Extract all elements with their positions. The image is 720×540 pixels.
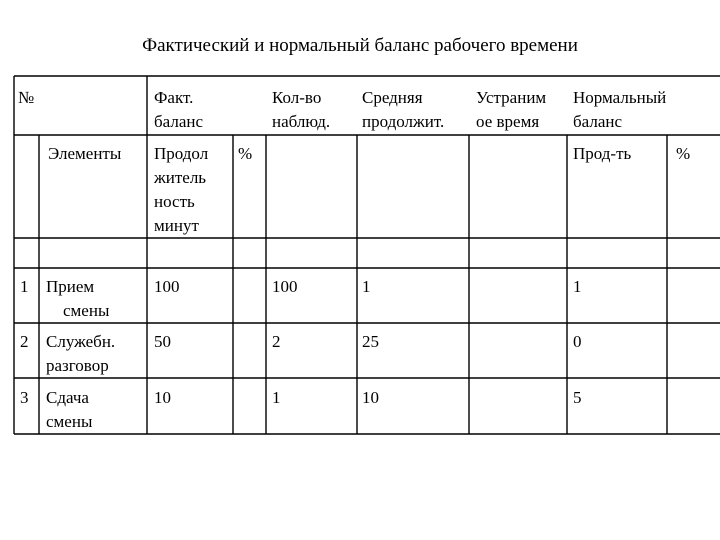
row-2-productivity: 0: [573, 332, 582, 351]
row-3-number: 3: [20, 388, 29, 407]
header-removable-time: Устраним ое время: [476, 88, 547, 131]
row-2-observations: 2: [272, 332, 281, 351]
row-2-duration: 50: [154, 332, 171, 351]
header-number: №: [18, 88, 35, 107]
row-1-avg: 1: [362, 277, 371, 296]
row-1-productivity: 1: [573, 277, 582, 296]
row-1-element: Прием смены: [46, 277, 110, 320]
row-3-productivity: 5: [573, 388, 582, 407]
row-2-avg: 25: [362, 332, 379, 351]
row-1-duration: 100: [154, 277, 180, 296]
row-2-number: 2: [20, 332, 29, 351]
row-3-duration: 10: [154, 388, 171, 407]
header-avg-duration: Средняя продолжит.: [362, 88, 445, 131]
row-1-number: 1: [20, 277, 29, 296]
row-1-observations: 100: [272, 277, 298, 296]
header-normal-balance: Нормальный баланс: [573, 88, 667, 131]
row-2-element: Служебн. разговор: [46, 332, 116, 375]
header-percent-normal: %: [676, 144, 691, 163]
header-duration-minutes: Продол житель ность минут: [154, 144, 209, 235]
page-title: Фактический и нормальный баланс рабочего времени: [142, 35, 578, 56]
row-3-observations: 1: [272, 388, 281, 407]
header-productivity: Прод-ть: [573, 144, 632, 163]
header-observations: Кол-во наблюд.: [272, 88, 331, 131]
row-3-element: Сдача смены: [46, 388, 93, 431]
row-3-avg: 10: [362, 388, 379, 407]
header-elements: Элементы: [48, 144, 122, 163]
header-percent: %: [238, 144, 253, 163]
header-fact-balance: Факт. баланс: [154, 88, 204, 131]
